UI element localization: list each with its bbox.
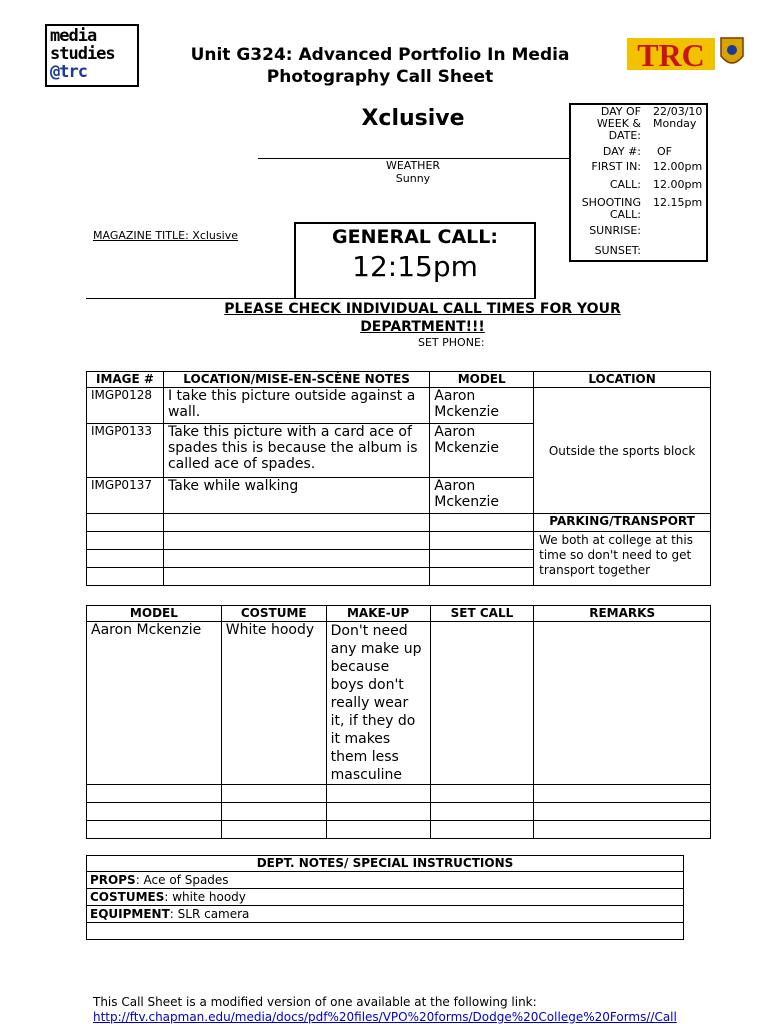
image-id: IMGP0133 — [87, 424, 164, 478]
shot-notes: Take this picture with a card ace of spades this is because the album is called ace of spades. — [163, 424, 429, 478]
col-costume-header: COSTUME — [221, 606, 326, 622]
general-call-time: 12:15pm — [352, 250, 478, 283]
col-location-header: LOCATION — [534, 372, 711, 388]
weather-value: Sunny — [395, 172, 431, 185]
footer-text: This Call Sheet is a modified version of one available at the following link: — [93, 995, 537, 1009]
cast-remarks — [534, 622, 711, 785]
dept-notes-header: DEPT. NOTES/ SPECIAL INSTRUCTIONS — [87, 856, 684, 872]
shot-notes: Take while walking — [163, 478, 429, 514]
table-row — [87, 889, 684, 906]
trc-logo-text: TRC — [637, 37, 705, 72]
col-notes-header: LOCATION/MISE-EN-SCÈNE NOTES — [163, 372, 429, 388]
cast-set-call — [430, 622, 534, 785]
call-times-notice: PLEASE CHECK INDIVIDUAL CALL TIMES FOR YOUR DEPARTMENT!!! — [224, 301, 621, 335]
day-number-label: DAY #: — [602, 145, 641, 158]
general-call-label: GENERAL CALL: — [332, 226, 498, 248]
cast-model: Aaron Mckenzie — [87, 622, 222, 785]
equipment-value: : SLR camera — [169, 907, 250, 921]
cast-table — [86, 605, 711, 839]
table-row — [87, 906, 684, 923]
table-row — [87, 514, 711, 532]
shot-model: Aaron Mckenzie — [430, 424, 534, 478]
image-id: IMGP0128 — [87, 388, 164, 424]
source-link[interactable]: http://ftv.chapman.edu/media/docs/pdf%20files/VPO%20forms/Dodge%20College%20Forms//Call — [93, 1010, 677, 1024]
sunrise-label: SUNRISE: — [589, 224, 641, 237]
table-row — [87, 622, 711, 785]
weather-label: WEATHER — [385, 159, 441, 172]
table-row — [87, 803, 711, 821]
props-label: PROPS — [90, 873, 136, 887]
sunset-label: SUNSET: — [594, 244, 641, 257]
equipment-label: EQUIPMENT — [90, 907, 170, 921]
logo-line-3: @trc — [50, 62, 87, 82]
set-phone-label: SET PHONE: — [418, 336, 485, 349]
general-call-divider — [86, 298, 536, 299]
call-value: 12.00pm — [653, 178, 703, 191]
shot-model: Aaron Mckenzie — [430, 478, 534, 514]
shooting-call-value: 12.15pm — [653, 196, 703, 209]
costumes-value: : white hoody — [164, 890, 246, 904]
image-id: IMGP0137 — [87, 478, 164, 514]
table-row — [87, 821, 711, 839]
col-model-header: MODEL — [430, 372, 534, 388]
col-set-call-header: SET CALL — [430, 606, 534, 622]
day-of-week-value: 22/03/10 Monday — [653, 105, 703, 130]
dept-notes-table — [86, 855, 684, 940]
sheet-title: Photography Call Sheet — [266, 67, 494, 87]
cast-makeup: Don't need any make up because boys don't really wear it, if they do it makes them less masculine — [326, 622, 430, 785]
first-in-label: FIRST IN: — [591, 160, 641, 173]
logo-line-1: media — [50, 26, 97, 46]
call-label: CALL: — [609, 178, 641, 191]
table-row — [87, 388, 711, 424]
table-row — [87, 872, 684, 889]
unit-title: Unit G324: Advanced Portfolio In Media — [190, 45, 570, 65]
props-value: : Ace of Spades — [135, 873, 229, 887]
table-row — [87, 532, 711, 550]
col-makeup-header: MAKE-UP — [326, 606, 430, 622]
magazine-title: MAGAZINE TITLE: Xclusive — [93, 229, 238, 242]
day-number-value: OF — [657, 145, 672, 158]
parking-header: PARKING/TRANSPORT — [534, 514, 711, 532]
col-remarks-header: REMARKS — [534, 606, 711, 622]
table-row — [87, 923, 684, 940]
shots-table — [86, 371, 711, 586]
table-row — [87, 785, 711, 803]
shot-notes: I take this picture outside against a wall. — [163, 388, 429, 424]
production-title: Xclusive — [361, 106, 465, 131]
first-in-value: 12.00pm — [653, 160, 703, 173]
media-studies-logo — [45, 24, 139, 87]
shot-model: Aaron Mckenzie — [430, 388, 534, 424]
parking-text: We both at college at this time so don't need to get transport together — [534, 532, 711, 586]
col-model-header: MODEL — [87, 606, 222, 622]
general-call-box — [294, 222, 536, 298]
day-info-box — [569, 103, 708, 262]
trc-logo — [627, 36, 747, 72]
shot-location: Outside the sports block — [534, 388, 711, 514]
shooting-call-label: SHOOTING CALL: — [581, 196, 641, 221]
costumes-label: COSTUMES — [90, 890, 165, 904]
logo-line-2: studies — [50, 44, 115, 64]
day-of-week-label: DAY OF WEEK & DATE: — [596, 105, 641, 142]
cast-costume: White hoody — [221, 622, 326, 785]
col-image-header: IMAGE # — [87, 372, 164, 388]
